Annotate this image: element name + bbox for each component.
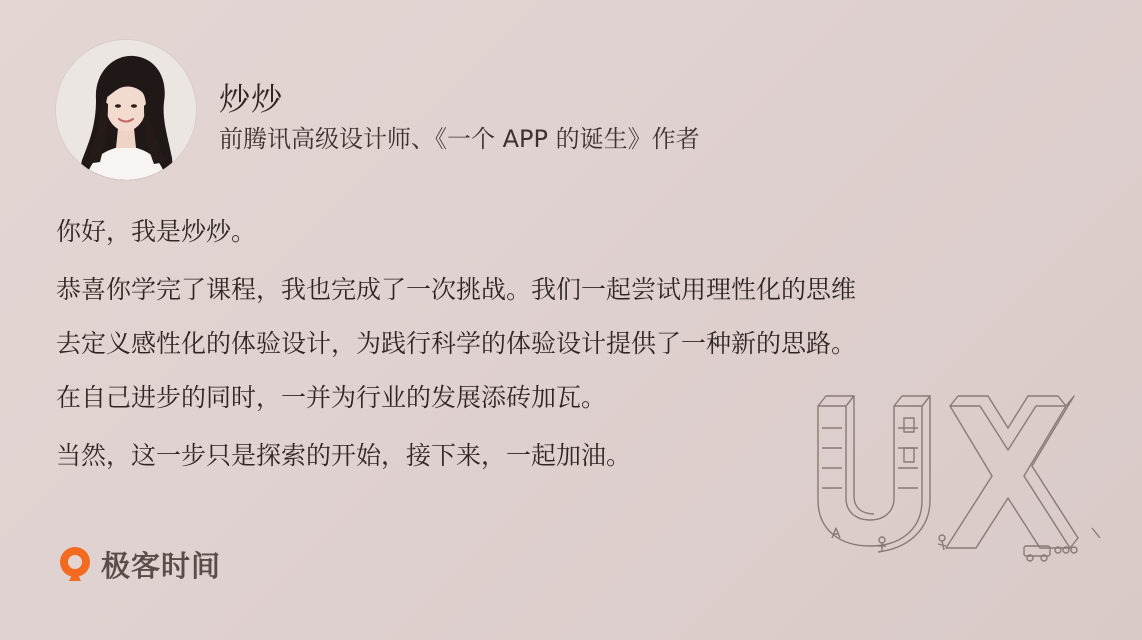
main-paragraph-line: 在自己进步的同时，一并为行业的发展添砖加瓦。: [56, 383, 607, 412]
main-paragraph-line: 去定义感性化的体验设计，为践行科学的体验设计提供了一种新的思路。: [56, 329, 857, 358]
brand-name: 极客时间: [101, 548, 222, 583]
brand-logo: [55, 538, 221, 590]
ux-letters-icon: [812, 388, 1112, 568]
author-title: 前腾讯高级设计师、《一个 APP 的诞生》作者: [219, 125, 700, 153]
author-name: 炒炒: [219, 82, 283, 118]
ux-illustration: [812, 388, 1112, 568]
main-paragraph-line: 恭喜你学完了课程，我也完成了一次挑战。我们一起尝试用理性化的思维: [56, 275, 857, 304]
author-avatar: [56, 40, 196, 180]
author-portrait-icon: [56, 40, 196, 180]
geektime-logo-icon: [55, 544, 95, 584]
closing-paragraph: 当然，这一步只是探索的开始，接下来，一起加油。: [56, 441, 632, 470]
greeting-paragraph: 你好，我是炒炒。: [56, 217, 257, 246]
